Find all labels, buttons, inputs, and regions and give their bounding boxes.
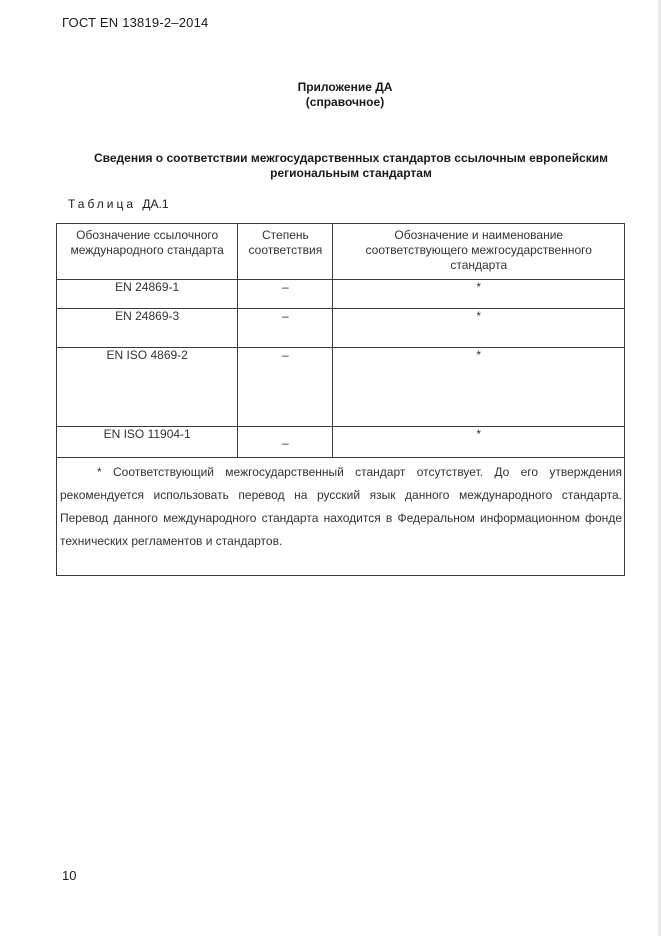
section-title xyxy=(56,151,646,181)
appendix-subtitle: (справочное) xyxy=(305,95,385,109)
table-header-row xyxy=(57,224,625,280)
cell-degree-value: – xyxy=(282,436,289,450)
cell-designation: * xyxy=(333,309,625,348)
cell-standard: EN ISO 11904-1 xyxy=(57,427,238,458)
cell-designation: * xyxy=(333,280,625,309)
column-header-reference-standard: Обозначение ссылочного международного стандарта xyxy=(57,224,238,280)
table-caption-number: ДА.1 xyxy=(142,197,169,211)
cell-standard: EN ISO 4869-2 xyxy=(57,348,238,427)
appendix-heading xyxy=(0,80,661,110)
table-caption-label: Таблица xyxy=(68,197,137,211)
document-code-header: ГОСТ EN 13819-2–2014 xyxy=(62,15,209,30)
table-footnote-row xyxy=(57,458,625,576)
table-row xyxy=(57,309,625,348)
appendix-title: Приложение ДА xyxy=(297,80,393,94)
table-row xyxy=(57,427,625,458)
cell-standard: EN 24869-1 xyxy=(57,280,238,309)
page-number: 10 xyxy=(62,868,77,883)
table-footnote-cell xyxy=(57,458,625,576)
table-caption xyxy=(68,197,169,211)
section-title-line-1: Сведения о соответствии межгосударственных стандартов ссылочным европейским xyxy=(93,151,609,165)
table-row xyxy=(57,280,625,309)
column-header-degree: Степень соответствия xyxy=(238,224,333,280)
cell-degree: – xyxy=(238,309,333,348)
cell-standard: EN 24869-3 xyxy=(57,309,238,348)
cell-designation: * xyxy=(333,348,625,427)
correspondence-table xyxy=(56,223,625,576)
column-header-interstate-standard: Обозначение и наименование соответствующего межгосударственного стандарта xyxy=(333,224,625,280)
section-title-line-2: региональным стандартам xyxy=(270,166,432,180)
cell-degree: – xyxy=(238,280,333,309)
cell-designation: * xyxy=(333,427,625,458)
table-row xyxy=(57,348,625,427)
cell-degree xyxy=(238,427,333,458)
cell-degree: – xyxy=(238,348,333,427)
table-footnote: * Соответствующий межгосударственный стандарт отсутствует. До его утверждения рекомендуется использовать перевод на русский язык данного международного стандарта. Перевод данного международного стандарта находится в Федеральном информационном фонде технических регламентов и стандартов. xyxy=(60,465,622,548)
